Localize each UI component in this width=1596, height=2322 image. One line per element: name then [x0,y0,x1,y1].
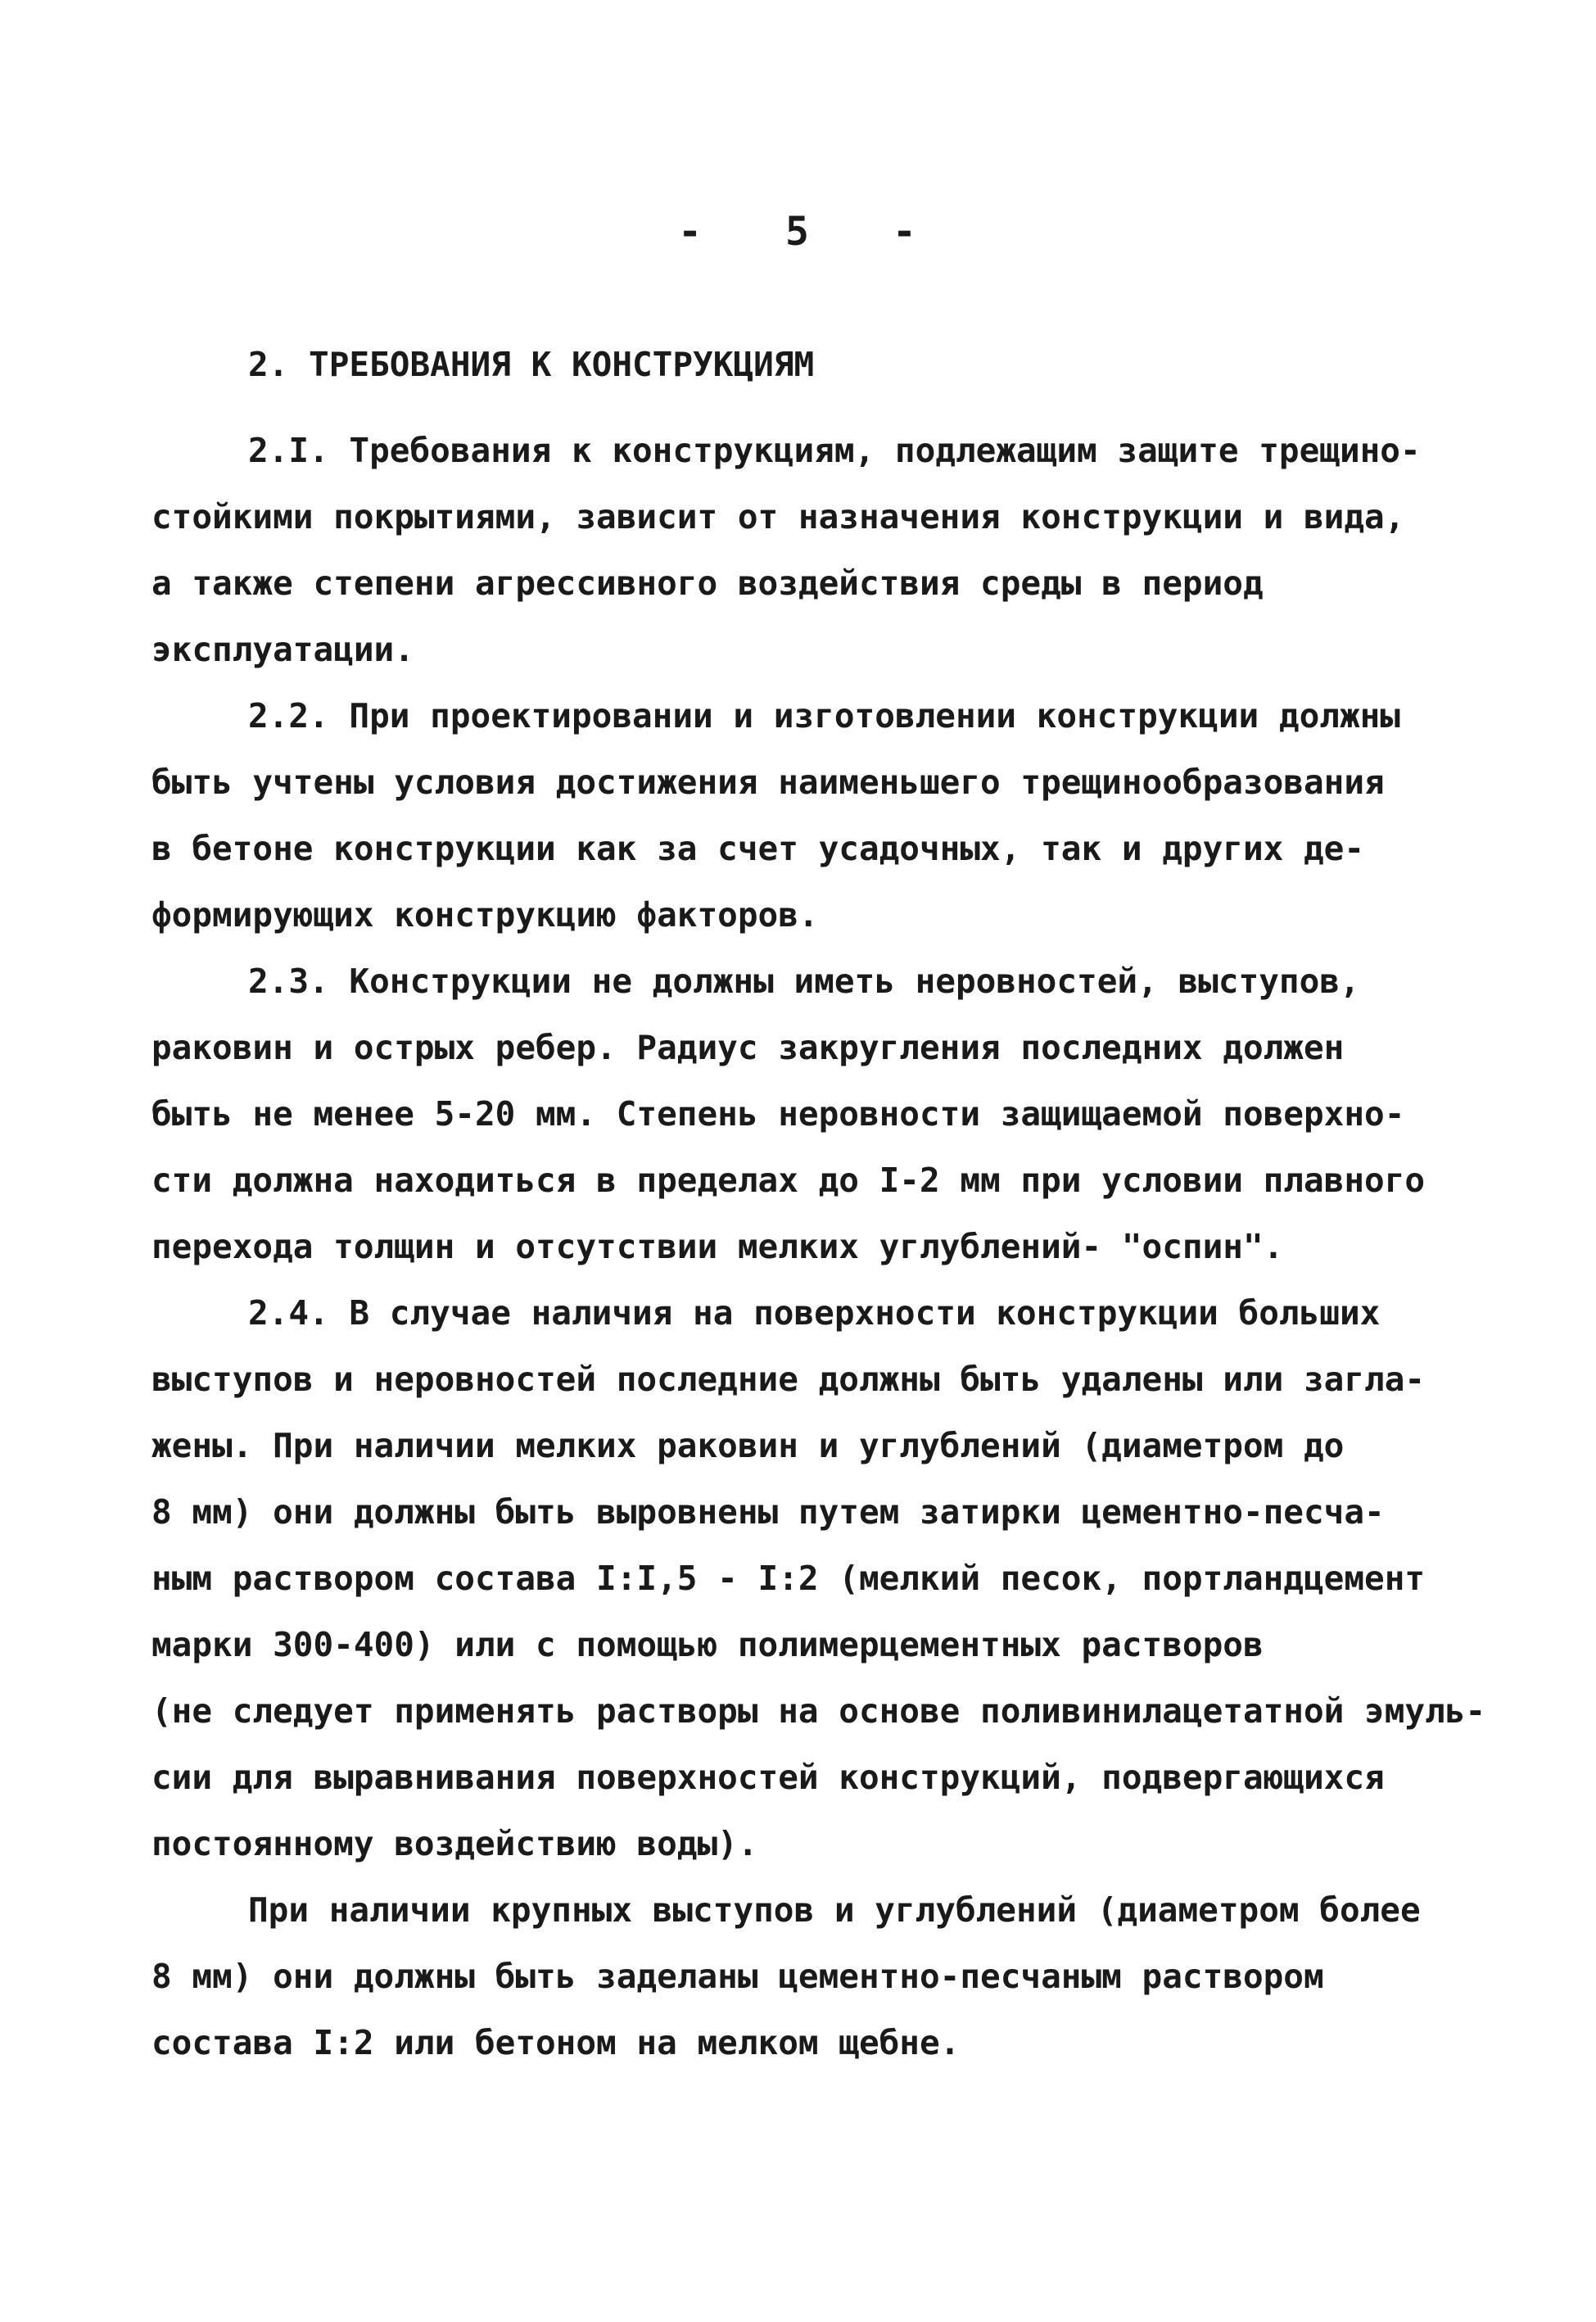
text-line: постоянному воздействию воды). [151,1824,758,1863]
text-line: ным раствором состава I:I,5 - I:2 (мелкий песок, портландцемент [151,1559,1426,1598]
paragraph-2-3 [151,948,1494,1280]
paragraph-2-2 [151,683,1494,948]
text-line: быть не менее 5-20 мм. Степень неровности защищаемой поверхно- [151,1094,1405,1134]
text-line: формирующих конструкцию факторов. [151,895,819,935]
text-line: а также степени агрессивного воздействия среды в период [151,564,1264,603]
text-line: выступов и неровностей последние должны быть удалены или загла- [151,1360,1426,1399]
text-line: состава I:2 или бетоном на мелком щебне. [151,2023,961,2062]
text-line: сии для выравнивания поверхностей конструкций, подвергающихся [151,1758,1385,1797]
text-line: 2.4. В случае наличия на поверхности конструкции больших [248,1293,1381,1333]
text-line: перехода толщин и отсутствии мелких углублений- "оспин". [151,1227,1284,1266]
text-line: 2.2. При проектировании и изготовлении конструкции должны [248,696,1400,736]
text-line: жены. При наличии мелких раковин и углублений (диаметром до [151,1426,1345,1465]
text-line: в бетоне конструкции как за счет усадочных, так и других де- [151,829,1365,868]
text-line: стойкими покрытиями, зависит от назначения конструкции и вида, [151,497,1405,536]
document-body [151,332,1494,2076]
text-line: эксплуатации. [151,630,414,669]
text-line: (не следует применять растворы на основе поливинилацетатной эмуль- [151,1691,1486,1731]
page-number-dash-left: - [678,209,704,255]
text-line: раковин и острых ребер. Радиус закругления последних должен [151,1028,1345,1067]
text-line: 2.I. Требования к конструкциям, подлежащим защите трещино- [248,431,1421,470]
page-number-dash-right: - [892,209,918,255]
text-line: марки 300-400) или с помощью полимерцементных растворов [151,1625,1264,1664]
page-number-header [0,209,1596,255]
paragraph-2-1 [151,418,1494,683]
text-line: сти должна находиться в пределах до I-2 мм при условии плавного [151,1161,1426,1200]
text-line: При наличии крупных выступов и углублений (диаметром более [248,1890,1421,1930]
page-number: 5 [785,209,811,255]
text-line: 8 мм) они должны быть выровнены путем затирки цементно-песча- [151,1492,1385,1532]
paragraph-2-4 [151,1280,1494,1877]
paragraph-large-defects [151,1877,1494,2076]
section-heading: 2. ТРЕБОВАНИЯ К КОНСТРУКЦИЯМ [248,345,815,384]
text-line: 8 мм) они должны быть заделаны цементно-песчаным раствором [151,1957,1324,1996]
text-line: быть учтены условия достижения наименьшего трещинообразования [151,763,1385,802]
text-line: 2.3. Конструкции не должны иметь неровностей, выступов, [248,962,1360,1001]
